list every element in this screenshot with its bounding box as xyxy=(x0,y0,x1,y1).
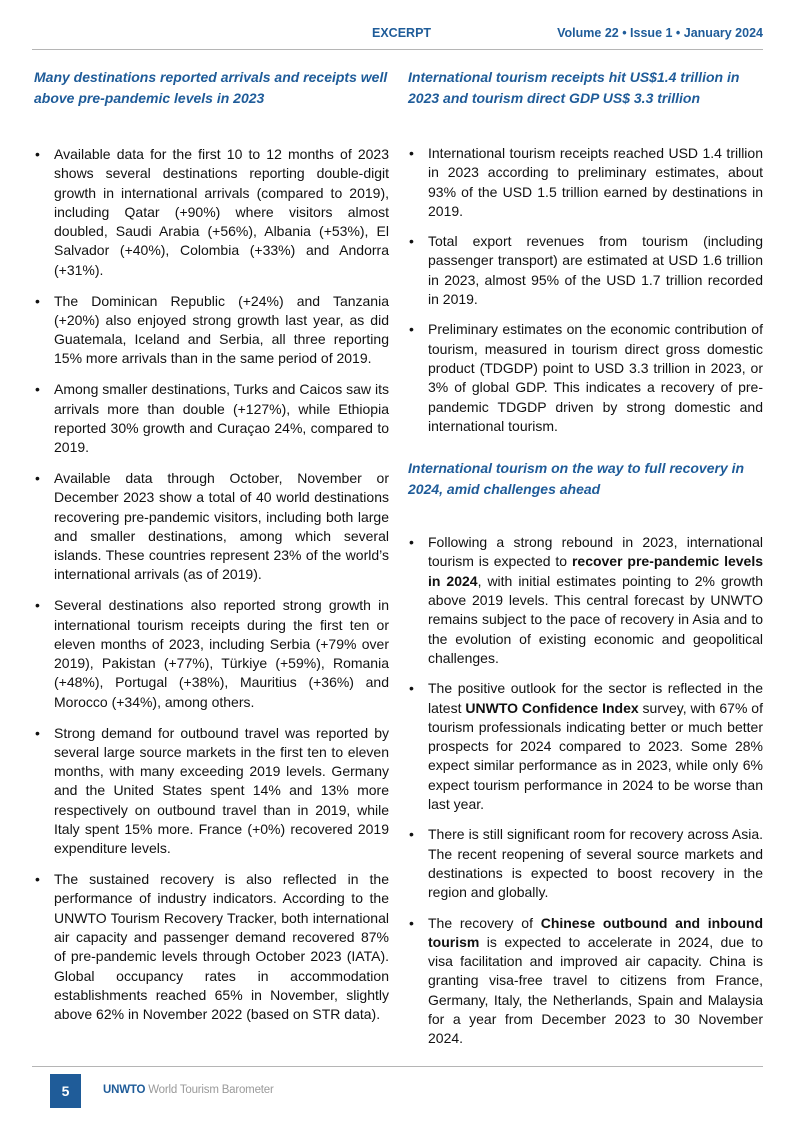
list-item xyxy=(408,320,763,436)
list-item xyxy=(34,469,389,585)
bullet-text: The positive outlook for the sector is reflected in the latest UNWTO Confidence Index survey, with 67% of tourism professionals indicating better or much better prospects for 2024 compared to 2023. Some 28% expect similar performance as in 2023, while only 6% expect tourism performance in 2024 to be worse than last year. xyxy=(428,680,763,813)
publication-name: World Tourism Barometer xyxy=(148,1084,274,1096)
list-item xyxy=(408,914,763,1049)
header-divider xyxy=(32,49,763,50)
bullet-text: International tourism receipts reached USD 1.4 trillion in 2023 according to preliminary estimates, about 93% of the USD 1.5 trillion earned by destinations in 2019. xyxy=(428,145,763,219)
list-item xyxy=(34,870,389,1024)
bullet-text: Following a strong rebound in 2023, international tourism is expected to recover pre-pandemic levels in 2024, with initial estimates pointing to 2% growth above 2019 levels. This central forecast by UNWTO remains subject to the pace of recovery in Asia and to the evolution of existing economic and geopolitical challenges. xyxy=(428,534,763,666)
list-item xyxy=(34,724,389,859)
list-item xyxy=(408,825,763,902)
bullet-icon: • xyxy=(35,292,40,309)
bold-phrase: Chinese outbound and inbound tourism xyxy=(428,914,763,950)
publication-logo xyxy=(103,1084,274,1096)
bullet-text: Available data for the first 10 to 12 months of 2023 shows several destinations reporting double-digit growth in international arrivals (compared to 2019), including Qatar (+90%) where visitors almost doubled, Saudi Arabia (+56%), Albania (+53%), El Salvador (+40%), Colombia (+33%) and Andorra (+31%). xyxy=(54,146,389,278)
bullet-icon: • xyxy=(409,680,414,697)
org-name: UNWTO xyxy=(103,1084,146,1096)
bullet-icon: • xyxy=(409,826,414,843)
bullet-icon: • xyxy=(35,469,40,486)
list-item xyxy=(408,533,763,668)
list-item xyxy=(34,596,389,712)
bullet-text: The Dominican Republic (+24%) and Tanzania (+20%) also enjoyed strong growth last year, as did Guatemala, Iceland and Serbia, all three reporting 15% more arrivals than in the same period of 2019. xyxy=(54,292,389,367)
bullet-icon: • xyxy=(35,146,40,162)
bullet-icon: • xyxy=(409,534,414,551)
destinations-bullet-list xyxy=(34,145,389,1024)
list-item xyxy=(408,144,763,221)
bullet-icon: • xyxy=(35,597,40,614)
bullet-text: Several destinations also reported strong growth in international tourism receipts during the first ten or eleven months of 2023, including Serbia (+79% over 2019), Pakistan (+77%), Türkiye (+59%), Romania (+48%), Portugal (+38%), Mauritius (+36%) and Morocco (+34%), among others. xyxy=(54,597,389,710)
bullet-icon: • xyxy=(409,321,414,338)
outlook-bullet-list xyxy=(408,533,763,1048)
bullet-icon: • xyxy=(409,914,414,931)
excerpt-label: EXCERPT xyxy=(372,26,432,40)
bullet-icon: • xyxy=(409,145,414,161)
left-column xyxy=(34,67,389,1036)
section-heading-destinations: Many destinations reported arrivals and receipts well above pre-pandemic levels in 2023 xyxy=(34,69,388,106)
right-column xyxy=(408,67,763,1060)
bullet-icon: • xyxy=(35,381,40,398)
section-heading-receipts: International tourism receipts hit US$1.4 trillion in 2023 and tourism direct GDP US$ 3.3 trillion xyxy=(408,69,740,106)
issue-info: Volume 22 • Issue 1 • January 2024 xyxy=(557,26,763,40)
bullet-icon: • xyxy=(35,871,40,888)
bullet-text: There is still significant room for recovery across Asia. The recent reopening of several source markets and destinations is expected to boost recovery in the region and globally. xyxy=(428,826,763,901)
bullet-text: The recovery of Chinese outbound and inbound tourism is expected to accelerate in 2024, due to visa facilitation and improved air capacity. China is granting visa-free travel to citizens from France, Germany, Italy, the Netherlands, Spain and Malaysia for a year from December 2023 to 30 November 2024. xyxy=(428,914,763,1047)
bullet-text: Total export revenues from tourism (including passenger transport) are estimated at USD 1.6 trillion in 2023, almost 95% of the USD 1.7 trillion recorded in 2019. xyxy=(428,233,763,308)
page-number-badge: 5 xyxy=(50,1074,81,1108)
bullet-icon: • xyxy=(35,724,40,741)
list-item xyxy=(34,292,389,369)
list-item xyxy=(34,145,389,280)
bullet-text: Strong demand for outbound travel was reported by several large source markets in the first ten to eleven months, with many exceeding 2019 levels. Germany and the United States spent 14% and 13% more respectively on outbound travel than in 2019, while Italy spent 15% more. France (+0%) recovered 2019 expenditure levels. xyxy=(54,724,389,857)
bold-phrase: recover pre-pandemic levels in 2024 xyxy=(428,553,763,589)
list-item xyxy=(408,679,763,814)
footer-divider xyxy=(32,1066,763,1067)
receipts-bullet-list xyxy=(408,144,763,436)
bullet-icon: • xyxy=(409,233,414,250)
bullet-text: The sustained recovery is also reflected in the performance of industry indicators. According to the UNWTO Tourism Recovery Tracker, both international air capacity and passenger demand recovered 87% of pre-pandemic levels through October 2023 (IATA). Global occupancy rates in accommodation establishments reached 65% in November, slightly above 62% in November 2022 (based on STR data). xyxy=(54,871,389,1023)
section-heading-outlook: International tourism on the way to full recovery in 2024, amid challenges ahead xyxy=(408,460,745,498)
bullet-text: Preliminary estimates on the economic contribution of tourism, measured in tourism direct gross domestic product (TDGDP) point to USD 3.3 trillion in 2023, or 3% of global GDP. This indicates a recovery of pre-pandemic TDGDP driven by strong domestic and international tourism. xyxy=(428,321,763,434)
running-header xyxy=(32,26,763,42)
bold-phrase: UNWTO Confidence Index xyxy=(465,699,639,716)
bullet-text: Among smaller destinations, Turks and Caicos saw its arrivals more than double (+127%), while Ethiopia reported 30% growth and Curaçao 24%, compared to 2019. xyxy=(54,381,389,456)
list-item xyxy=(408,232,763,309)
bullet-text: Available data through October, November or December 2023 show a total of 40 world destinations recovering pre-pandemic visitors, including both large and smaller destinations, among which several islands. These countries represent 23% of the world’s international arrivals (as of 2019). xyxy=(54,469,389,583)
list-item xyxy=(34,380,389,457)
